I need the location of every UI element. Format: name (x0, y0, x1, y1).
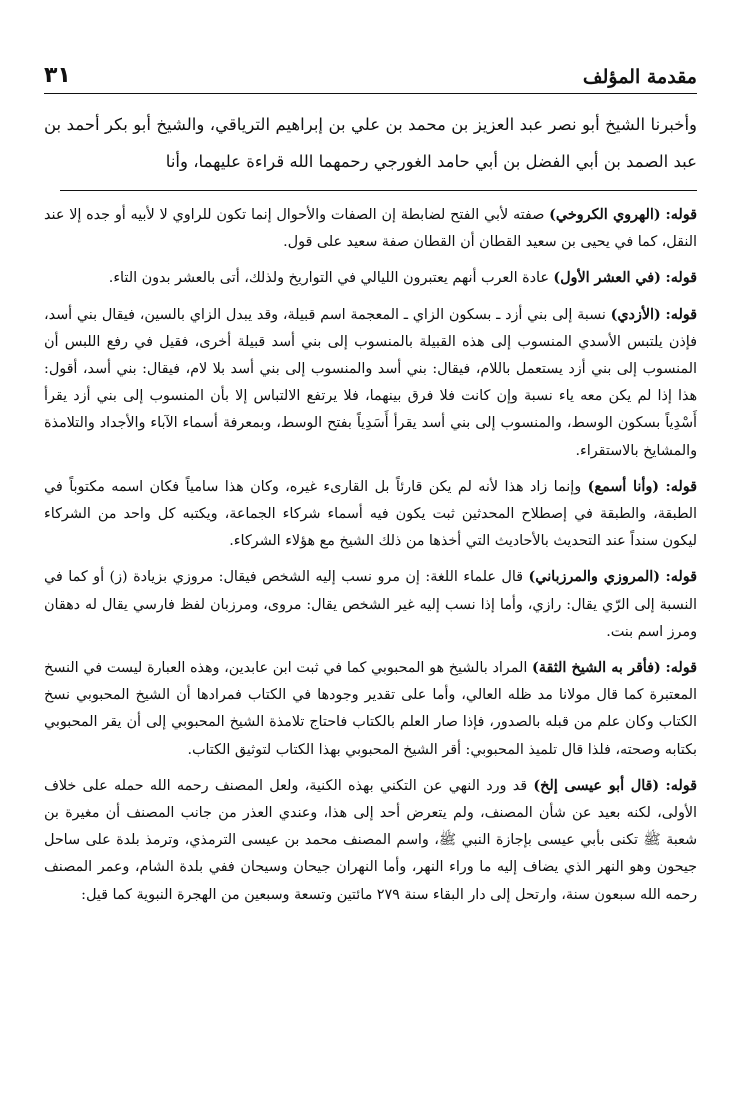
footnote-divider (60, 190, 697, 191)
note-term: (وأنا أسمع) (587, 478, 660, 495)
main-paragraph: وأخبرنا الشيخ أبو نصر عبد العزيز بن محمد بن علي بن إبراهيم الترياقي، والشيخ أبو بكر أحمد بن عبد الصمد بن أبي الفضل بن أبي حامد الغورجي رحمهما الله قراءة عليهما، وأنا (44, 115, 697, 171)
commentary-notes (44, 202, 697, 918)
note-1 (44, 202, 697, 256)
note-term: (قال أبو عيسى إلخ) (533, 777, 660, 794)
note-3 (44, 302, 697, 465)
note-lead: قوله: (665, 478, 698, 495)
running-header (44, 58, 697, 88)
note-body: صفته لأبي الفتح لضابطة إن الصفات والأحوال إنما تكون للراوي لا لأبيه أو جده إلا عند النقل، كما في يحيى بن سعيد القطان أن القطان صفة سعيد على قول. (44, 207, 697, 251)
note-term: (الأزدي) (610, 306, 661, 323)
note-term: (فأقر به الشيخ الثقة) (532, 660, 661, 677)
note-lead: قوله: (665, 270, 697, 287)
note-6 (44, 655, 697, 764)
note-lead: قوله: (665, 660, 698, 677)
note-body: وإنما زاد هذا لأنه لم يكن قارئاً بل القارىء غيره، وكان هذا سامياً فكان اسمه مكتوباً في الطبقة، والطبقة في إصطلاح المحدثين ثبت يكون فيه أسماء شركاء الجماعة، ويكتبه كل واحد من الشركاء ليكون سنداً عند التحديث بالأحاديث التي أخذها من ذلك الشيخ مع هؤلاء الشركاء. (44, 478, 697, 550)
note-7 (44, 773, 697, 909)
note-5 (44, 564, 697, 646)
note-body: نسبة إلى بني أزد ـ بسكون الزاي ـ المعجمة اسم قبيلة، وقد يبدل الزاي بالسين، فيقال بني أسد، فإذن يلتبس الأسدي المنسوب إلى هذه القبيلة بالمنسوب إلى بني أسد قبيلة أخرى، فقيل في رفع اللبس أن المنسوب إلى بني أزد يستعمل باللام، فيقال: بني أسد والمنسوب إلى بني أسد بلا لام، فيقال: بني أسد، أقول: هذا إذا لم يكن معه ياء نسبة وإن كانت فلا فرق بينهما، فلا يرتفع الالتباس إلا بأن المنسوب إلى بني أزد يقرأ أَسْدِياً بسكون الوسط، والمنسوب إلى بني أسد يقرأ أَسَدِياً بفتح الوسط، وبمعرفة أسماء الآباء والأجداد والتلامذة والمشايخ بالاستقراء. (44, 306, 697, 459)
page-number: ٣١ (44, 63, 71, 88)
note-4 (44, 474, 697, 556)
note-body: المراد بالشيخ هو المحبوبي كما في ثبت ابن عابدين، وهذه العبارة ليست في النسخ المعتبرة كما قال مولانا مد ظله العالي، وأما على تقدير وجودها في الكتاب فمرادها أن الشيخ المحبوبي نسخ الكتاب وكان علم من قبله بالصدور، فإذا صار العلم بالكتاب فاحتاج تلامذة الشيخ المحبوبي إلى أن يقر المحبوبي بكتابه وصحته، فلذا قال تلميذ المحبوبي: أقر الشيخ المحبوبي بهذا الكتاب لتوثيق الكتاب. (44, 660, 697, 758)
note-lead: قوله: (665, 777, 698, 794)
chapter-title: مقدمة المؤلف (582, 66, 697, 88)
note-2 (44, 265, 697, 292)
note-term: (الهروي الكروخي) (549, 207, 661, 223)
note-body: عادة العرب أنهم يعتبرون الليالي في التواريخ ولذلك، أتى بالعشر بدون التاء. (108, 270, 549, 287)
header-divider (44, 93, 697, 94)
note-term: (في العشر الأول) (553, 270, 661, 287)
note-body: قد ورد النهي عن التكني بهذه الكنية، ولعل المصنف رحمه الله حمله على خلاف الأولى، لكنه بعيد عن شأن المصنف، ولم يتعرض أحد إلى هذا، وعندي العذر من جانب المصنف أن مغيرة بن شعبة ﷺ تكنى بأبي عيسى بإجازة النبي ﷺ، واسم المصنف محمد بن عيسى الترمذي، وترمذ بلدة على ساحل جيحون وهو النهر الذي يضاف إليه ما وراء النهر، وأما النهران جيحان وسيحان ففي بلدة الشام، وعمر المصنف رحمه الله سبعون سنة، وارتحل إلى دار البقاء سنة ٢٧٩ مائتين وتسعة وسبعين من الهجرة النبوية كما قيل: (44, 777, 697, 903)
note-lead: قوله: (665, 306, 698, 323)
note-lead: قوله: (665, 569, 698, 586)
main-text (44, 106, 697, 180)
note-term: (المروزي والمرزباني) (528, 569, 660, 586)
note-lead: قوله: (665, 207, 697, 223)
note-body: قال علماء اللغة: إن مرو نسب إليه الشخص فيقال: مروزي بزيادة (ز) أو كما في النسبة إلى الرّي يقال: رازي، وأما إذا نسب إليه غير الشخص يقال: مروى، ومرزبان لفظ فارسي يقال له دهقان ومرز اسم بنت. (44, 569, 697, 640)
